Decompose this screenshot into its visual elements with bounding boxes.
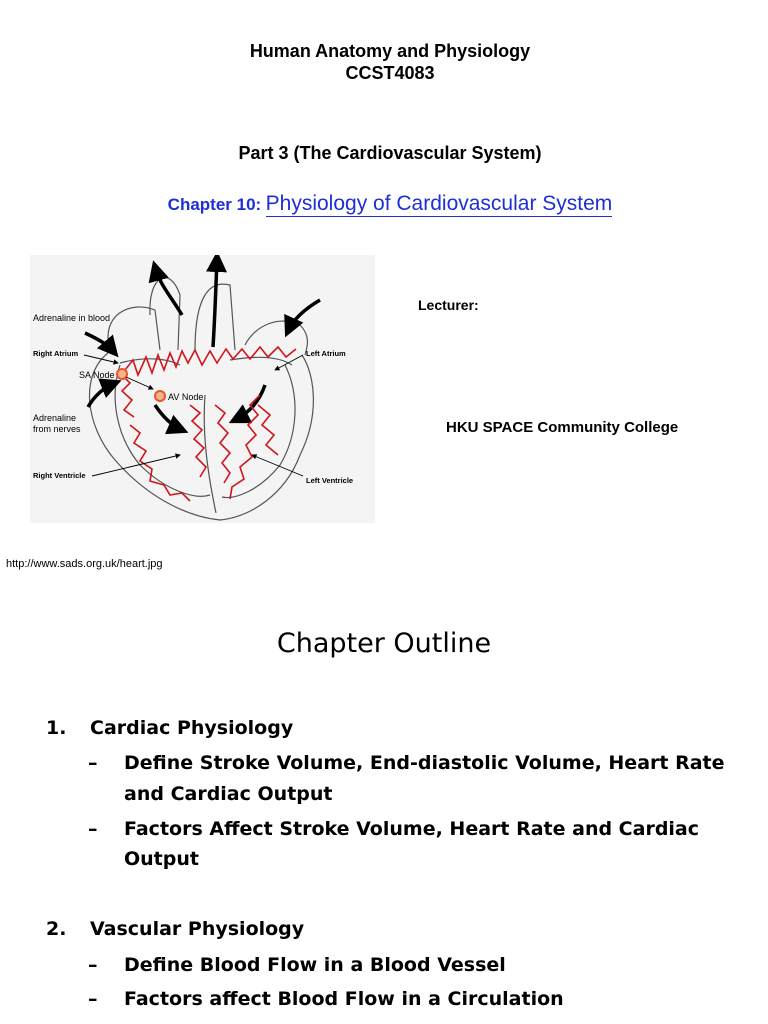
outline-item-2-sub-2-line1: Factors affect Blood Flow in a Circulation [124, 988, 564, 1010]
label-adrenaline-nerves-1: Adrenaline [33, 413, 77, 423]
chapter-title-link[interactable]: Physiology of Cardiovascular System [265, 192, 613, 215]
outline-item-1-sub-1-line2: and Cardiac Output [124, 783, 333, 805]
outline-title: Chapter Outline [276, 628, 492, 659]
label-right-atrium: Right Atrium [33, 349, 79, 358]
college-name: HKU SPACE Community College [446, 419, 679, 436]
outline-item-1-number: 1. [46, 717, 67, 739]
av-node-marker [155, 391, 165, 401]
image-source-link[interactable]: http://www.sads.org.uk/heart.jpg [6, 558, 163, 570]
chapter-heading [0, 192, 768, 216]
label-left-atrium: Left Atrium [306, 349, 346, 358]
sa-node-marker [117, 369, 127, 379]
outline-item-2-heading: Vascular Physiology [90, 918, 305, 940]
label-sa-node: SA Node [79, 370, 115, 380]
course-title: Human Anatomy and Physiology [249, 41, 531, 61]
label-left-ventricle: Left Ventricle [306, 476, 354, 485]
outline-item-2-sub-1-line1: Define Blood Flow in a Blood Vessel [124, 954, 506, 976]
outline-item-1-sub-2-dash: – [88, 818, 98, 840]
lecturer-label: Lecturer: [418, 297, 479, 313]
label-adrenaline-blood: Adrenaline in blood [33, 313, 111, 323]
outline-item-2-sub-2-dash: – [88, 988, 98, 1010]
outline-item-1-sub-2-line2: Output [124, 848, 199, 870]
heart-conduction-diagram [30, 255, 375, 523]
outline-item-1-sub-1-dash: – [88, 752, 98, 774]
label-av-node: AV Node [168, 392, 204, 402]
outline-item-1-sub-1-line1: Define Stroke Volume, End-diastolic Volume, Heart Rate [124, 752, 725, 774]
outline-item-1-heading: Cardiac Physiology [90, 717, 294, 739]
chapter-prefix: Chapter 10: [167, 195, 262, 214]
course-code: CCST4083 [345, 63, 435, 83]
outline-item-2-number: 2. [46, 918, 67, 940]
label-adrenaline-nerves-2: from nerves [33, 424, 81, 434]
part-heading: Part 3 (The Cardiovascular System) [238, 143, 542, 163]
outline-item-2-sub-1-dash: – [88, 954, 98, 976]
label-right-ventricle: Right Ventricle [33, 471, 86, 480]
outline-item-1-sub-2-line1: Factors Affect Stroke Volume, Heart Rate and Cardiac [124, 818, 700, 840]
